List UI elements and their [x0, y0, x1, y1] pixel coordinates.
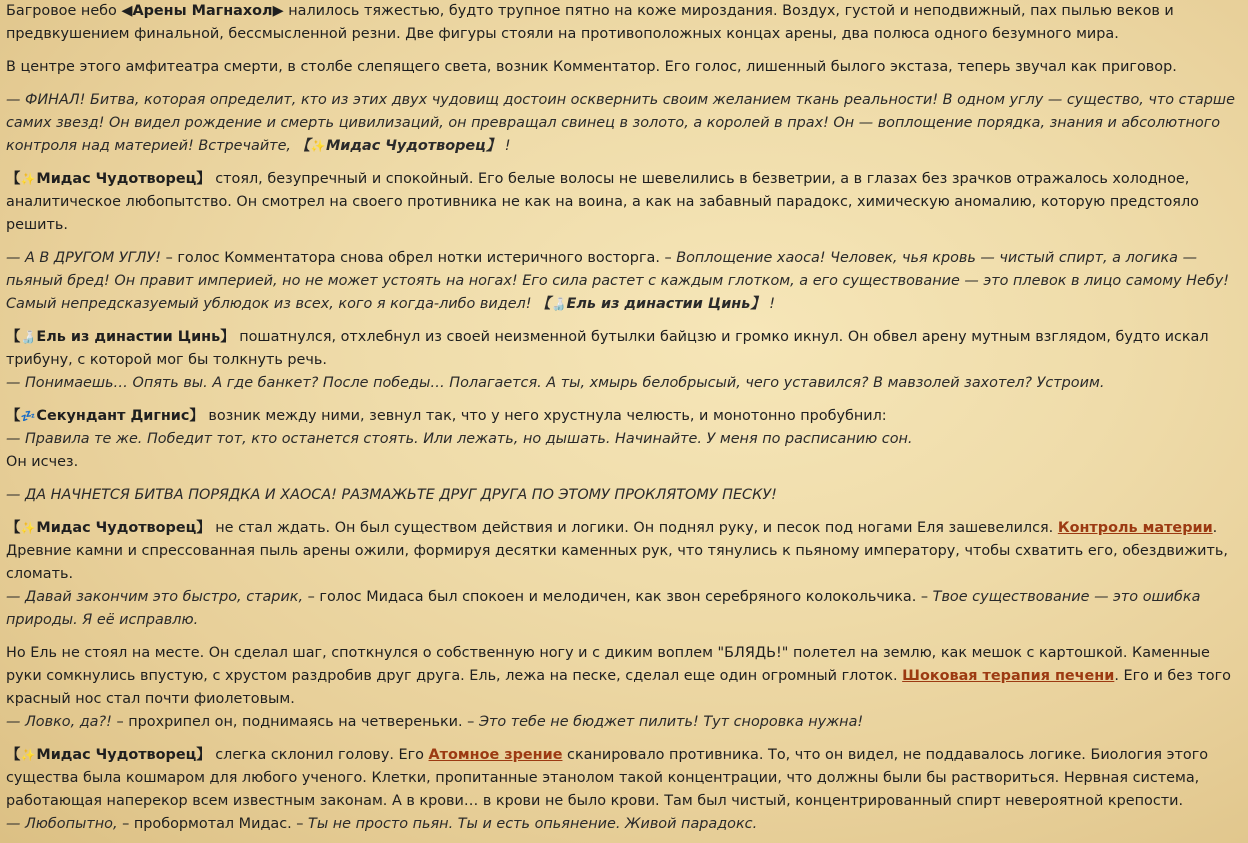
story-paragraph — [6, 89, 1242, 158]
sparkle-icon: ✨ — [310, 139, 326, 153]
character-name: ◀Арены Магнахол▶ — [121, 3, 284, 19]
sparkle-icon: ✨ — [20, 172, 36, 186]
skill-link-atomic-vision[interactable]: Атомное зрение — [428, 747, 563, 763]
dialogue-text: — Любопытно, — [6, 816, 118, 832]
sleep-icon: 💤 — [20, 409, 36, 423]
story-text — [6, 0, 1242, 836]
dialogue-text: Воплощение хаоса! Человек, чья кровь — чистый спирт, а логика — пьяный бред! Он правит империей, но не может устоять на ногах! Его сила растет с каждым глотком, а его существование — это плевок в лицо самому Небу! Самый непредсказуемый ублюдок из всех, кого я когда-либо видел! — [6, 250, 1229, 312]
story-paragraph — [6, 405, 1242, 428]
story-paragraph — [6, 56, 1242, 79]
narration-text: В центре этого амфитеатра смерти, в столбе слепящего света, возник Комментатор. Его голос, лишенный былого экстаза, теперь звучал как приговор. — [6, 59, 1177, 75]
story-paragraph — [6, 326, 1242, 372]
skill-link-liver-shock-therapy[interactable]: Шоковая терапия печени — [902, 668, 1115, 684]
character-name: Ель из династии Цинь】 — [36, 329, 235, 345]
bottle-icon: 🍶 — [551, 297, 566, 311]
character-name: Мидас Чудотворец】 — [325, 138, 501, 154]
dialogue-text: — Правила те же. Победит тот, кто останется стоять. Или лежать, но дышать. Начинайте. У меня по расписанию сон. — [6, 431, 913, 447]
narration-text: Багровое небо — [6, 3, 122, 19]
narration-text: . Древние камни и спрессованная пыль арены ожили, формируя десятки каменных рук, что тянулись к пьяному императору, чтобы схватить его, обездвижить, сломать. — [6, 520, 1228, 582]
character-name: 【 — [6, 408, 21, 424]
dialogue-text: — А В ДРУГОМ УГЛУ! — [6, 250, 162, 266]
narration-text: – пробормотал Мидас. – — [117, 816, 309, 832]
dialogue-text: Твое существование — это ошибка природы. Я её исправлю. — [6, 589, 1201, 628]
character-name: Мидас Чудотворец】 — [36, 520, 211, 536]
character-name: 【 — [6, 747, 21, 763]
character-name: 【 — [6, 520, 21, 536]
dialogue-text: ! — [500, 138, 511, 154]
skill-link-matter-control[interactable]: Контроль материи — [1057, 520, 1213, 536]
story-paragraph — [6, 428, 1242, 451]
dialogue-text: ! — [764, 296, 776, 312]
narration-text: слегка склонил голову. Его — [210, 747, 429, 763]
story-paragraph — [6, 247, 1242, 316]
story-paragraph — [6, 451, 1242, 474]
narration-text: налилось тяжестью, будто трупное пятно на коже мироздания. Воздух, густой и неподвижный, пах пылью веков и предвкушением финальной, бессмысленной резни. Две фигуры стояли на противоположных концах арены, два полюса одного безумного мира. — [6, 3, 1174, 42]
dialogue-text: — Понимаешь… Опять вы. А где банкет? После победы… Полагается. А ты, хмырь белобрысый, чего уставился? В мавзолей захотел? Устроим. — [6, 375, 1105, 391]
story-paragraph — [6, 813, 1242, 836]
narration-text: . Его и без того красный нос стал почти фиолетовым. — [6, 668, 1231, 707]
character-name: 【 — [536, 296, 551, 312]
narration-text: – голос Мидаса был спокоен и мелодичен, как звон серебряного колокольчика. – — [303, 589, 933, 605]
character-name: Ель из династии Цинь】 — [566, 296, 765, 312]
story-paragraph — [6, 711, 1242, 734]
narration-text: – прохрипел он, поднимаясь на четвереньки. – — [111, 714, 479, 730]
story-paragraph — [6, 642, 1242, 711]
story-paragraph — [6, 586, 1242, 632]
character-name: 【 — [295, 138, 310, 154]
character-name: Мидас Чудотворец】 — [36, 747, 211, 763]
narration-text: не стал ждать. Он был существом действия и логики. Он поднял руку, и песок под ногами Еля зашевелился. — [210, 520, 1058, 536]
dialogue-text: — ДА НАЧНЕТСЯ БИТВА ПОРЯДКА И ХАОСА! РАЗМАЖЬТЕ ДРУГ ДРУГА ПО ЭТОМУ ПРОКЛЯТОМУ ПЕСКУ! — [6, 487, 777, 503]
story-paragraph — [6, 372, 1242, 395]
narration-text: Он исчез. — [6, 454, 79, 470]
narration-text: возник между ними, зевнул так, что у него хрустнула челюсть, и монотонно пробубнил: — [203, 408, 887, 424]
story-paragraph — [6, 0, 1242, 46]
character-name: 【 — [6, 171, 21, 187]
dialogue-text: — Ловко, да?! — [6, 714, 112, 730]
sparkle-icon: ✨ — [20, 521, 36, 535]
dialogue-text: — Давай закончим это быстро, старик, — [6, 589, 304, 605]
story-paragraph — [6, 168, 1242, 237]
dialogue-text: Это тебе не бюджет пилить! Тут сноровка нужна! — [478, 714, 864, 730]
narration-text: пошатнулся, отхлебнул из своей неизменной бутылки байцзю и громко икнул. Он обвел арену мутным взглядом, будто искал трибуну, с которой мог бы толкнуть речь. — [6, 329, 1209, 368]
narration-text: стоял, безупречный и спокойный. Его белые волосы не шевелились в безветрии, а в глазах без зрачков отражалось холодное, аналитическое любопытство. Он смотрел на своего противника не как на воина, а как на забавный парадокс, химическую аномалию, которую предстояло решить. — [6, 171, 1199, 233]
dialogue-text: Ты не просто пьян. Ты и есть опьянение. Живой парадокс. — [308, 816, 758, 832]
character-name: Мидас Чудотворец】 — [36, 171, 211, 187]
narration-text: – голос Комментатора снова обрел нотки истеричного восторга. – — [161, 250, 677, 266]
character-name: 【 — [6, 329, 21, 345]
narration-text: сканировало противника. То, что он видел, не поддавалось логике. Биология этого существа была кошмаром для любого ученого. Клетки, пропитанные этанолом такой концентрации, что должны были бы раствориться. Нервная система, работающая наперекор всем известным законам. А в крови… в крови не было крови. Там был чистый, концентрированный спирт невероятной крепости. — [6, 747, 1209, 809]
story-paragraph — [6, 484, 1242, 507]
sparkle-icon: ✨ — [20, 748, 36, 762]
narration-text: Но Ель не стоял на месте. Он сделал шаг, споткнулся о собственную ногу и с диким воплем "БЛЯДЬ!" полетел на землю, как мешок с картошкой. Каменные руки сомкнулись впустую, с хрустом раздробив друг друга. Ель, лежа на песке, сделал еще один огромный глоток. — [6, 645, 1210, 684]
bottle-icon: 🍶 — [20, 330, 36, 344]
story-paragraph — [6, 517, 1242, 586]
story-paragraph — [6, 744, 1242, 813]
dialogue-text: — ФИНАЛ! Битва, которая определит, кто из этих двух чудовищ достоин осквернить своим желанием ткань реальности! В одном углу — существо, что старше самих звезд! Он видел рождение и смерть цивилизаций, он превращал свинец в золото, а королей в прах! Он — воплощение порядка, знания и абсолютного контроля над материей! Встречайте, — [6, 92, 1235, 154]
character-name: Секундант Дигнис】 — [36, 408, 204, 424]
